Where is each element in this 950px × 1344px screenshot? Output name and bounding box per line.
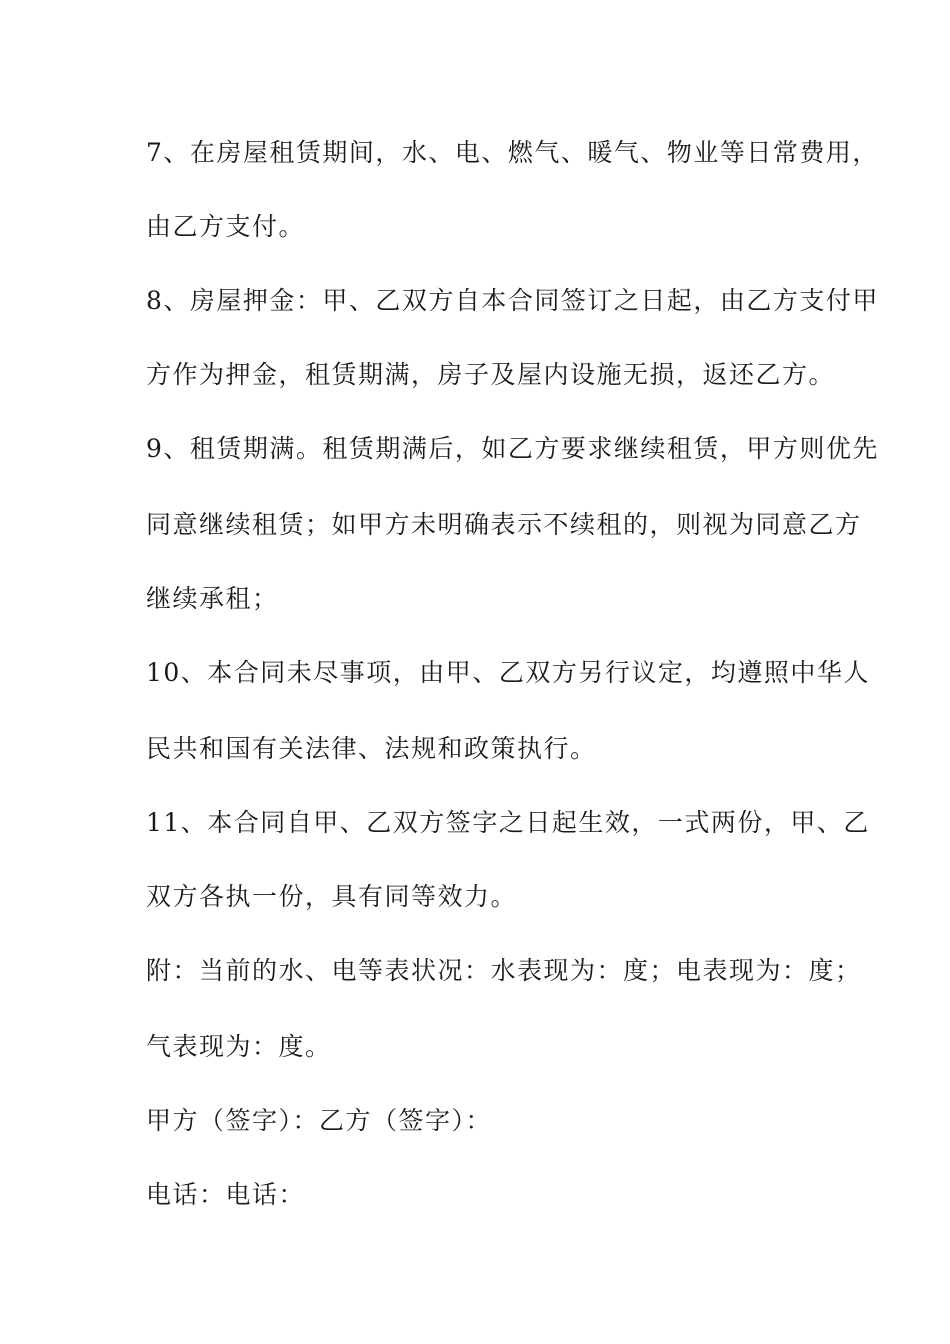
- clause-8-line-2: 方作为押金，租赁期满，房子及屋内设施无损，返还乙方。: [146, 360, 836, 389]
- clause-9-line-3: 继续承租；: [146, 584, 279, 613]
- clause-10-line-2: 民共和国有关法律、法规和政策执行。: [146, 734, 597, 763]
- clause-7-line-1: 7、在房屋租赁期间，水、电、燃气、暖气、物业等日常费用，: [146, 138, 879, 167]
- appendix-line-1: 附：当前的水、电等表状况：水表现为：度；电表现为：度；: [146, 956, 862, 985]
- clause-11-line-1: 11、本合同自甲、乙双方签字之日起生效，一式两份，甲、乙: [146, 808, 870, 837]
- clause-10-line-1: 10、本合同未尽事项，由甲、乙双方另行议定，均遵照中华人: [146, 658, 870, 687]
- signature-line: 甲方（签字）：乙方（签字）：: [146, 1106, 493, 1135]
- clause-9-line-2: 同意继续租赁；如甲方未明确表示不续租的，则视为同意乙方: [146, 510, 862, 539]
- clause-9-line-1: 9、租赁期满。租赁期满后，如乙方要求继续租赁，甲方则优先: [146, 434, 879, 463]
- clause-11-line-2: 双方各执一份，具有同等效力。: [146, 882, 518, 911]
- appendix-line-2: 气表现为：度。: [146, 1032, 332, 1061]
- clause-8-line-1: 8、房屋押金：甲、乙双方自本合同签订之日起，由乙方支付甲: [146, 286, 879, 315]
- phone-line: 电话：电话：: [146, 1180, 306, 1209]
- clause-7-line-2: 由乙方支付。: [146, 212, 306, 241]
